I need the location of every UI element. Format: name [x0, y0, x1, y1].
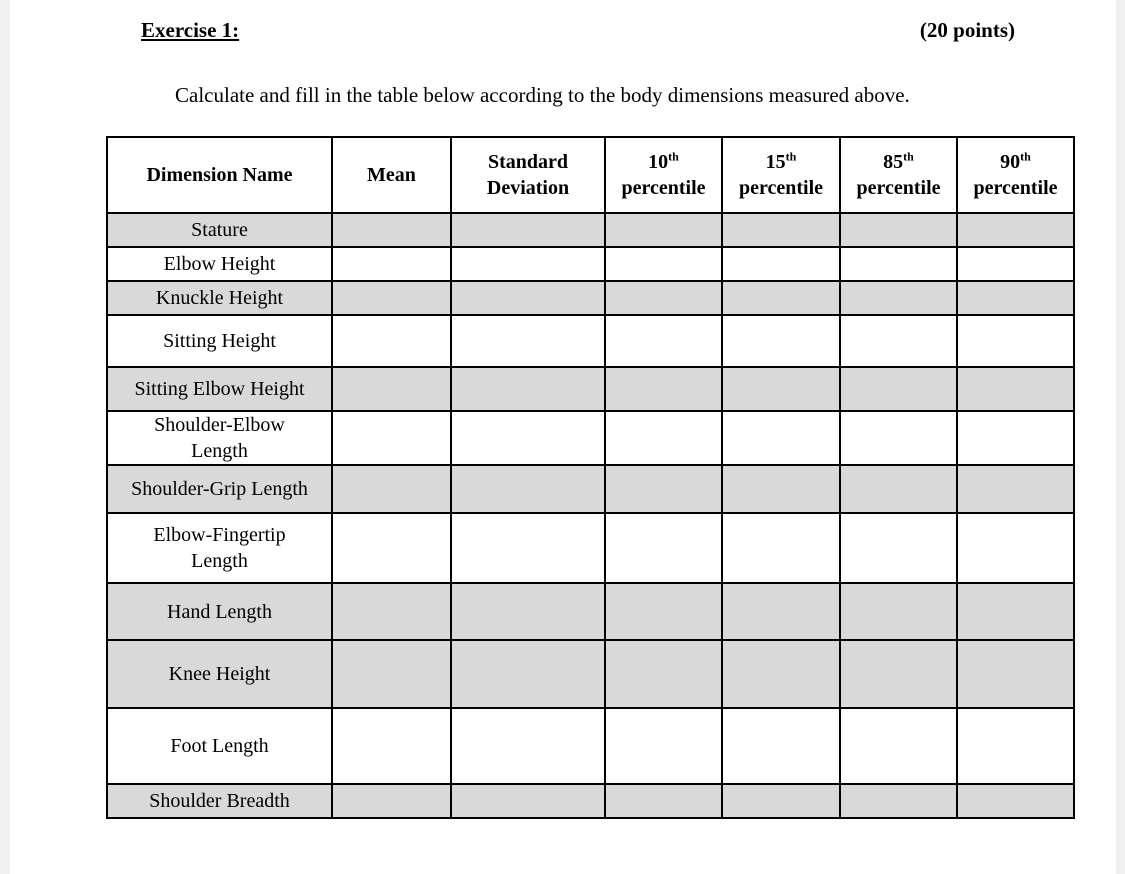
std-dev-cell[interactable]: [451, 367, 605, 411]
table-row: [107, 513, 1074, 583]
p15-cell[interactable]: [722, 367, 840, 411]
p90-cell[interactable]: [957, 640, 1074, 708]
mean-cell[interactable]: [332, 784, 451, 818]
p90-cell[interactable]: [957, 708, 1074, 784]
std-dev-cell[interactable]: [451, 247, 605, 281]
header-90th-percentile: 90th percentile: [957, 137, 1074, 213]
std-dev-cell[interactable]: [451, 411, 605, 465]
p85-cell[interactable]: [840, 583, 957, 640]
p10-cell[interactable]: [605, 281, 722, 315]
p15-cell[interactable]: [722, 465, 840, 513]
p85-cell[interactable]: [840, 465, 957, 513]
p90-cell[interactable]: [957, 315, 1074, 367]
table-row: [107, 247, 1074, 281]
p15-cell[interactable]: [722, 640, 840, 708]
exercise-points: (20 points): [919, 18, 1015, 42]
std-dev-cell[interactable]: [451, 213, 605, 247]
exercise-instruction: Calculate and fill in the table below according to the body dimensions measured above.: [175, 83, 910, 107]
p10-cell[interactable]: [605, 247, 722, 281]
p85-cell[interactable]: [840, 513, 957, 583]
dimension-name-cell: Knee Height: [107, 640, 332, 708]
table-row: [107, 213, 1074, 247]
std-dev-cell[interactable]: [451, 583, 605, 640]
mean-cell[interactable]: [332, 708, 451, 784]
table-row: [107, 411, 1074, 465]
p90-cell[interactable]: [957, 213, 1074, 247]
dimension-name-cell: Foot Length: [107, 708, 332, 784]
p85-cell[interactable]: [840, 784, 957, 818]
p85-cell[interactable]: [840, 708, 957, 784]
p90-cell[interactable]: [957, 513, 1074, 583]
p15-cell[interactable]: [722, 708, 840, 784]
p10-cell[interactable]: [605, 640, 722, 708]
exercise-title: Exercise 1:: [141, 18, 240, 42]
mean-cell[interactable]: [332, 513, 451, 583]
mean-cell[interactable]: [332, 315, 451, 367]
p10-cell[interactable]: [605, 513, 722, 583]
table-body: [107, 213, 1074, 818]
p90-cell[interactable]: [957, 784, 1074, 818]
p10-cell[interactable]: [605, 784, 722, 818]
header-mean: Mean: [332, 137, 451, 213]
p15-cell[interactable]: [722, 583, 840, 640]
dimension-name-cell: Elbow Height: [107, 247, 332, 281]
mean-cell[interactable]: [332, 281, 451, 315]
p15-cell[interactable]: [722, 247, 840, 281]
mean-cell[interactable]: [332, 583, 451, 640]
table-row: [107, 281, 1074, 315]
p90-cell[interactable]: [957, 281, 1074, 315]
p10-cell[interactable]: [605, 367, 722, 411]
p90-cell[interactable]: [957, 465, 1074, 513]
p85-cell[interactable]: [840, 367, 957, 411]
p85-cell[interactable]: [840, 213, 957, 247]
p85-cell[interactable]: [840, 247, 957, 281]
p90-cell[interactable]: [957, 411, 1074, 465]
mean-cell[interactable]: [332, 411, 451, 465]
dimension-name-cell: Hand Length: [107, 583, 332, 640]
p85-cell[interactable]: [840, 281, 957, 315]
std-dev-cell[interactable]: [451, 281, 605, 315]
table-row: [107, 367, 1074, 411]
std-dev-cell[interactable]: [451, 784, 605, 818]
table-row: [107, 640, 1074, 708]
dimensions-table: [106, 136, 1075, 819]
std-dev-cell[interactable]: [451, 513, 605, 583]
table-row: [107, 583, 1074, 640]
dimension-name-cell: Stature: [107, 213, 332, 247]
dimension-name-cell: Shoulder-Elbow Length: [107, 411, 332, 465]
dimension-name-cell: Sitting Height: [107, 315, 332, 367]
header-dimension-name: Dimension Name: [107, 137, 332, 213]
table-header-row: [107, 137, 1074, 213]
mean-cell[interactable]: [332, 213, 451, 247]
mean-cell[interactable]: [332, 367, 451, 411]
mean-cell[interactable]: [332, 247, 451, 281]
dimension-name-cell: Elbow-Fingertip Length: [107, 513, 332, 583]
p15-cell[interactable]: [722, 784, 840, 818]
std-dev-cell[interactable]: [451, 465, 605, 513]
header-15th-percentile: 15th percentile: [722, 137, 840, 213]
p90-cell[interactable]: [957, 367, 1074, 411]
p15-cell[interactable]: [722, 315, 840, 367]
std-dev-cell[interactable]: [451, 708, 605, 784]
p10-cell[interactable]: [605, 583, 722, 640]
p85-cell[interactable]: [840, 411, 957, 465]
table-row: [107, 784, 1074, 818]
table-row: [107, 708, 1074, 784]
p10-cell[interactable]: [605, 708, 722, 784]
p90-cell[interactable]: [957, 583, 1074, 640]
p85-cell[interactable]: [840, 640, 957, 708]
table-row: [107, 465, 1074, 513]
table-row: [107, 315, 1074, 367]
mean-cell[interactable]: [332, 640, 451, 708]
p10-cell[interactable]: [605, 315, 722, 367]
dimension-name-cell: Knuckle Height: [107, 281, 332, 315]
p10-cell[interactable]: [605, 465, 722, 513]
dimension-name-cell: Sitting Elbow Height: [107, 367, 332, 411]
mean-cell[interactable]: [332, 465, 451, 513]
header-10th-percentile: 10th percentile: [605, 137, 722, 213]
dimension-name-cell: Shoulder-Grip Length: [107, 465, 332, 513]
p15-cell[interactable]: [722, 513, 840, 583]
header-standard-deviation: Standard Deviation: [451, 137, 605, 213]
std-dev-cell[interactable]: [451, 315, 605, 367]
header-85th-percentile: 85th percentile: [840, 137, 957, 213]
p15-cell[interactable]: [722, 411, 840, 465]
dimension-name-cell: Shoulder Breadth: [107, 784, 332, 818]
p10-cell[interactable]: [605, 213, 722, 247]
p90-cell[interactable]: [957, 247, 1074, 281]
p15-cell[interactable]: [722, 281, 840, 315]
p10-cell[interactable]: [605, 411, 722, 465]
std-dev-cell[interactable]: [451, 640, 605, 708]
p15-cell[interactable]: [722, 213, 840, 247]
p85-cell[interactable]: [840, 315, 957, 367]
